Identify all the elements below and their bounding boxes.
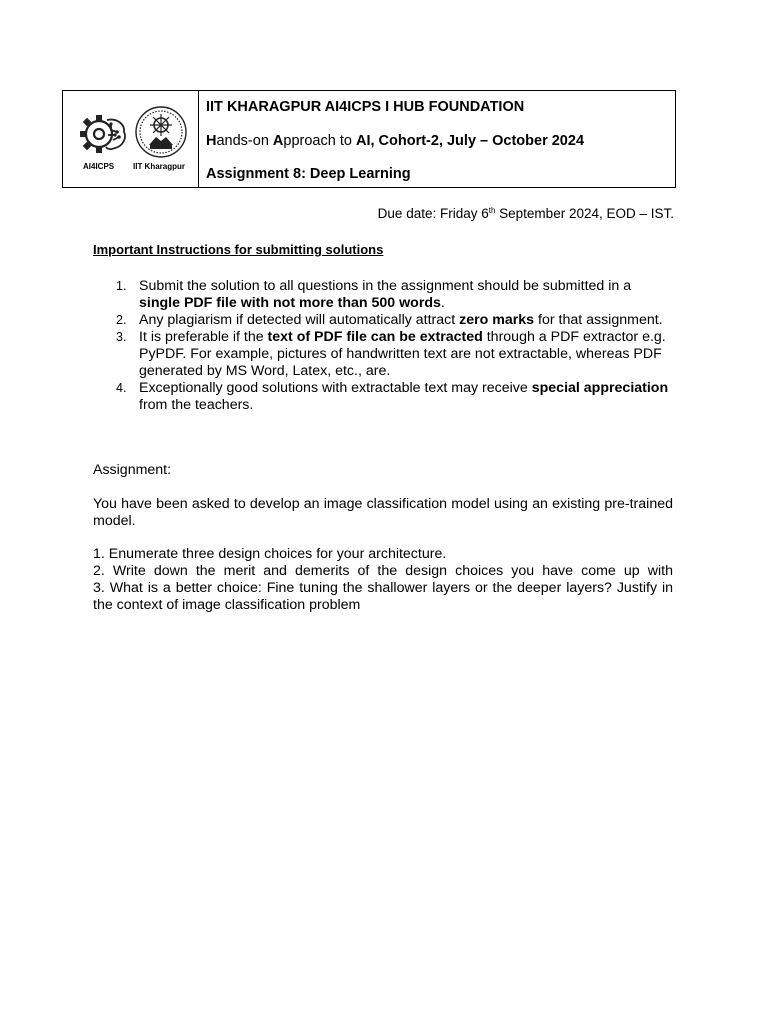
course-line-part2: ands-on [216, 133, 273, 149]
instruction-number: 2. [116, 313, 127, 327]
instruction-number: 4. [116, 381, 127, 395]
iit-kharagpur-logo-caption: IIT Kharagpur [133, 162, 186, 171]
instruction-item [93, 329, 673, 380]
due-date [378, 206, 674, 221]
instruction-text-after: . [440, 295, 445, 311]
instruction-bold: text of PDF file can be extracted [267, 329, 483, 345]
org-title: IIT KHARAGPUR AI4ICPS I HUB FOUNDATION [206, 99, 525, 115]
assignment-intro: You have been asked to develop an image classification model using an existing pre-trained model. [93, 496, 673, 529]
instruction-item [93, 312, 673, 329]
iit-kharagpur-seal-icon [134, 105, 188, 159]
question-3: 3. What is a better choice: Fine tuning the shallower layers or the deeper layers? Justify in the context of image classification problem [93, 580, 673, 613]
due-date-prefix: Due date: Friday 6 [377, 206, 489, 221]
instruction-text: Any plagiarism if detected will automatically attract [139, 312, 460, 328]
instruction-item [93, 278, 673, 312]
logo-cell [63, 91, 199, 187]
ai4icps-logo-caption: AI4ICPS [83, 162, 115, 171]
question-1: 1. Enumerate three design choices for your architecture. [93, 546, 447, 562]
course-line-part3: A [272, 133, 284, 149]
instruction-number: 3. [116, 330, 127, 344]
instruction-text-after: through a PDF extractor e.g. PyPDF. For example, pictures of handwritten text are not extractable, whereas PDF generated by MS Word, Latex, etc., are. [139, 329, 666, 379]
title-cell [199, 91, 675, 187]
due-date-suffix: September 2024, EOD – IST. [495, 206, 674, 221]
course-line-part1: H [206, 133, 217, 149]
course-line-part5: AI, Cohort-2, July – October 2024 [355, 133, 585, 149]
course-line-part4: pproach to [283, 133, 356, 149]
instructions-list [93, 278, 673, 414]
instruction-text: It is preferable if the [139, 329, 268, 345]
question-2: 2. Write down the merit and demerits of the design choices you have come up with [93, 563, 673, 579]
assignment-label: Assignment: [93, 462, 172, 478]
instruction-bold: special appreciation [531, 380, 669, 396]
instruction-text-after: for that assignment. [534, 312, 663, 328]
instructions-heading: Important Instructions for submitting solutions [93, 242, 384, 257]
instruction-number: 1. [116, 279, 127, 293]
instruction-text: Exceptionally good solutions with extractable text may receive [139, 380, 532, 396]
instruction-item [93, 380, 673, 414]
instruction-bold: single PDF file with not more than 500 words [139, 295, 441, 311]
instruction-text-after: from the teachers. [139, 397, 254, 413]
course-line [206, 133, 584, 149]
ai4icps-logo-icon [77, 110, 129, 158]
assignment-title: Assignment 8: Deep Learning [206, 166, 411, 182]
instruction-bold: zero marks [459, 312, 535, 328]
instruction-text: Submit the solution to all questions in the assignment should be submitted in a [139, 278, 632, 294]
due-date-sup: th [488, 206, 496, 215]
header-box [62, 90, 676, 188]
